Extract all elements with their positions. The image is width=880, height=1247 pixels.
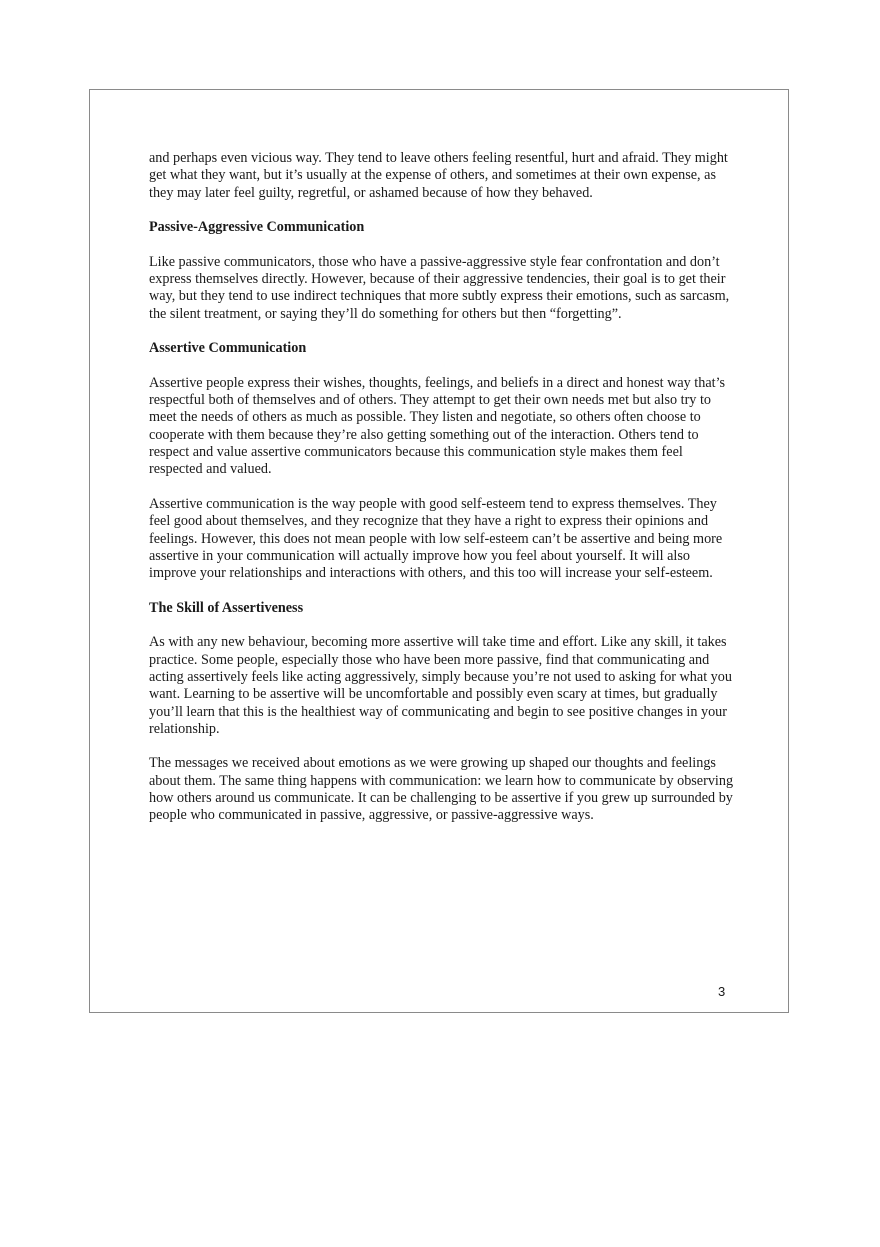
heading-skill-of-assertiveness: The Skill of Assertiveness — [149, 599, 304, 616]
intro-paragraph: and perhaps even vicious way. They tend to leave others feeling resentful, hurt and afraid. They might get what they want, but it’s usually at the expense of others, and sometimes at their own expense, as they may later feel guilty, regretful, or ashamed because of how they behaved. — [149, 150, 728, 201]
document-body — [149, 150, 739, 842]
assertive-paragraph-2: Assertive communication is the way people with good self-esteem tend to express themselves. They feel good about themselves, and they recognize that they have a right to express their opinions and feelings. However, this does not mean people with low self-esteem can’t be assertive and being more assertive in your communication will actually improve how you feel about yourself. It will also improve your relationships and interactions with others, and this too will increase your self-esteem. — [149, 495, 723, 582]
skill-paragraph-2: The messages we received about emotions as we were growing up shaped our thoughts and feelings about them. The same thing happens with communication: we learn how to communicate by observing how others around us communicate. It can be challenging to be assertive if you grew up surrounded by people who communicated in passive, aggressive, or passive-aggressive ways. — [149, 755, 734, 824]
heading-passive-aggressive: Passive-Aggressive Communication — [149, 219, 365, 236]
page-number: 3 — [718, 984, 726, 999]
passive-aggressive-paragraph: Like passive communicators, those who have a passive-aggressive style fear confrontation and don’t express themselves directly. However, because of their aggressive tendencies, their goal is to get their way, but they tend to use indirect techniques that more subtly express their emotions, such as sarcasm, the silent treatment, or saying they’ll do something for others but then “forgetting”. — [149, 253, 730, 322]
heading-assertive: Assertive Communication — [149, 340, 307, 357]
skill-paragraph-1: As with any new behaviour, becoming more assertive will take time and effort. Like any skill, it takes practice. Some people, especially those who have been more passive, find that communicating and acting assertively feels like acting aggressively, simply because you’re not used to asking for what you want. Learning to be assertive will be uncomfortable and possibly even scary at times, but gradually you’ll learn that this is the healthiest way of communicating and begin to see positive changes in your relationship. — [149, 634, 732, 737]
assertive-paragraph-1: Assertive people express their wishes, thoughts, feelings, and beliefs in a direct and honest way that’s respectful both of themselves and of others. They attempt to get their own needs met but also try to meet the needs of others as much as possible. They listen and negotiate, so others often choose to cooperate with them because they’re also getting something out of the interaction. Others tend to respect and value assertive communicators because this communication style makes them feel respected and valued. — [149, 374, 726, 478]
